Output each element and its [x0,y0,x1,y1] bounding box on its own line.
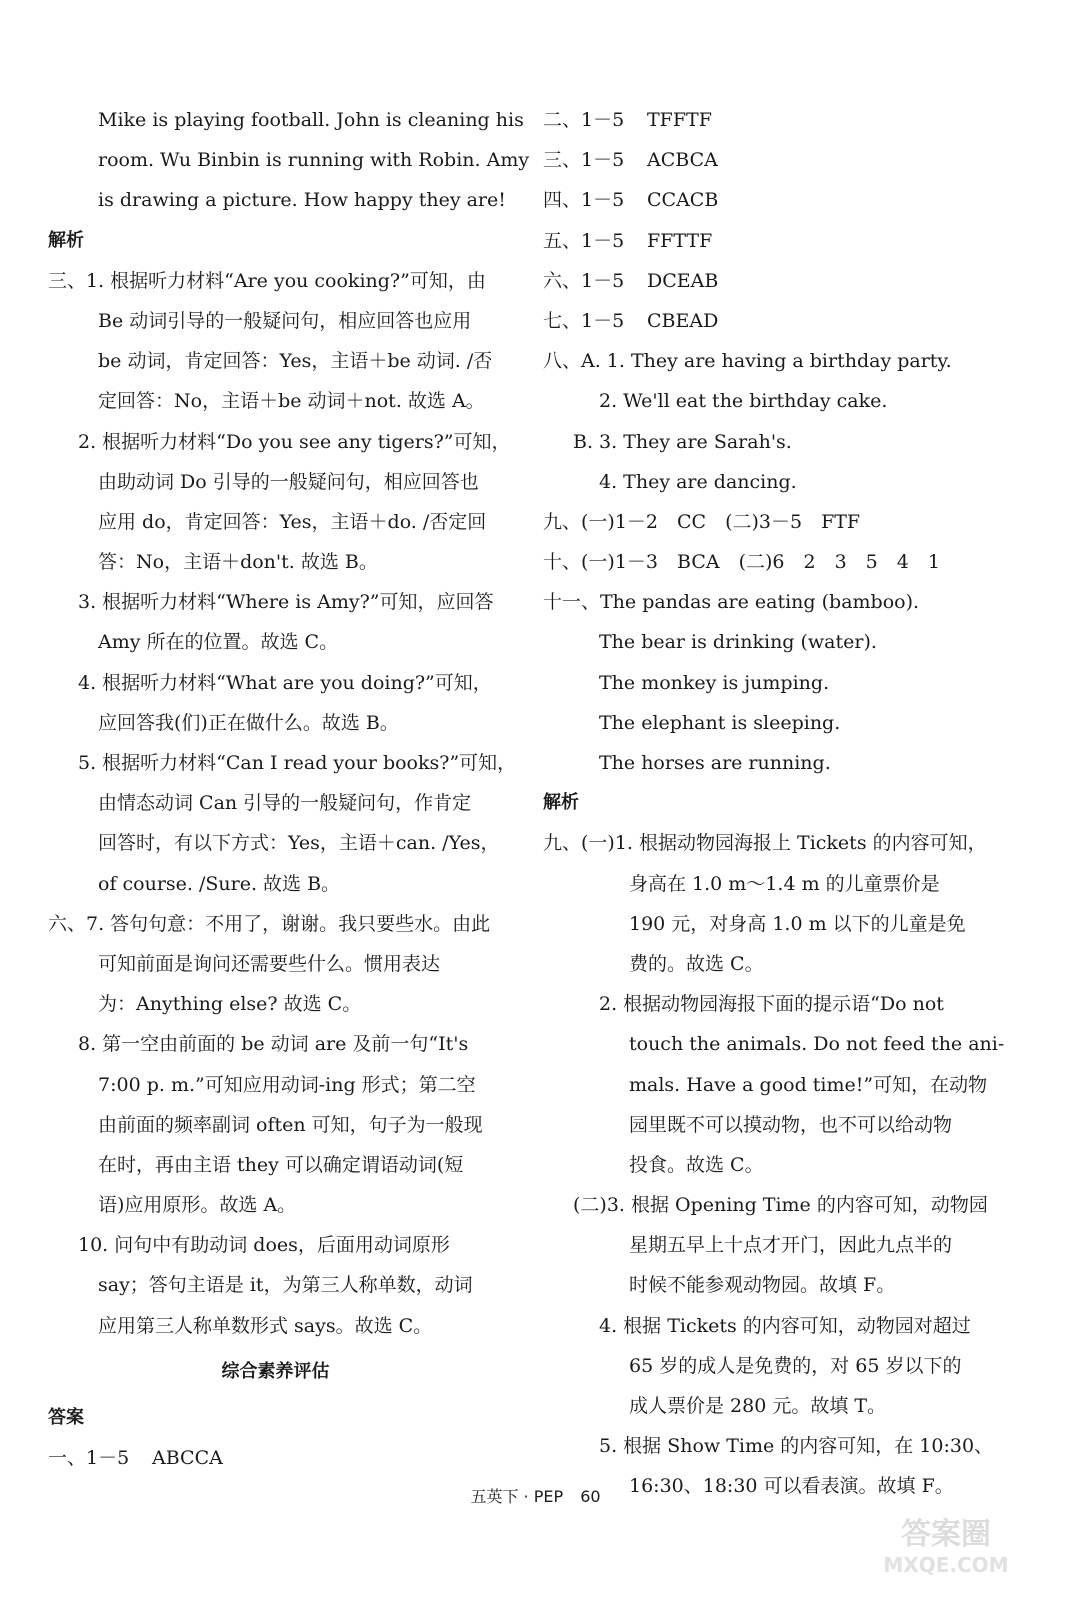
answer-row [543,140,1003,180]
analysis-line: 由助动词 Do 引导的一般疑问句，相应回答也 [98,470,479,493]
answer-key: 二、1－5 [543,109,625,131]
answer-key: 六、1－5 [543,269,625,292]
answer-detail-line: 2. We'll eat the birthday cake. [599,390,888,413]
analysis-line: 园里既不可以摸动物，也不可以给动物 [629,1113,953,1136]
book-label: 五英下 · PEP [470,1487,564,1506]
watermark-logo [861,1510,1031,1580]
svg-text:MXQE.COM: MXQE.COM [883,1553,1009,1577]
analysis-body-right [543,823,1003,1506]
analysis-line: 回答时，有以下方式：Yes，主语＋can. /Yes， [98,832,500,855]
intro-line: Mike is playing football. John is cleaning his [98,109,524,131]
analysis-line: 应用第三人称单数形式 says。故选 C。 [98,1314,433,1337]
answer-row [543,180,1003,220]
answer-details [543,341,1003,783]
analysis-line: 成人票价是 280 元。故填 T。 [629,1395,887,1417]
analysis-line: 8. 第一空由前面的 be 动词 are 及前一句“It's [78,1033,469,1056]
answer-detail-line: The horses are running. [599,752,831,774]
analysis-line: be 动词，肯定回答：Yes，主语＋be 动词. /否 [98,350,493,373]
analysis-line: 65 岁的成人是免费的，对 65 岁以下的 [629,1354,962,1377]
answer-key: 一、1－5 [48,1447,130,1469]
left-column [48,100,530,1478]
answer-detail-line: 十、(一)1－3 BCA (二)6 2 3 5 4 1 [543,551,940,574]
analysis-line: 在时，再由主语 they 可以确定谓语动词(短 [98,1153,464,1176]
analysis-line: 190 元，对身高 1.0 m 以下的儿童是免 [629,912,966,935]
analysis-line: 时候不能参观动物园。故填 F。 [629,1274,896,1297]
analysis-line: 答：No，主语＋don't. 故选 B。 [98,551,378,574]
answer-detail-line: The bear is drinking (water). [599,631,877,654]
analysis-line: 语)应用原形。故选 A。 [98,1194,297,1217]
analysis-line: 应回答我(们)正在做什么。故选 B。 [98,711,399,734]
analysis-line: 7:00 p. m.”可知应用动词-ing 形式；第二空 [98,1073,476,1096]
analysis-line: 星期五早上十点才开门，因此九点半的 [629,1234,953,1257]
answer-value: ACBCA [647,149,718,172]
answer-detail-line: 九、(一)1－2 CC (二)3－5 FTF [543,510,861,533]
analysis-line: of course. /Sure. 故选 B。 [98,872,341,895]
answer-row [543,221,1003,261]
answer-value: CBEAD [647,309,719,332]
answer-detail-line: The monkey is jumping. [599,671,830,694]
analysis-line: Be 动词引导的一般疑问句，相应回答也应用 [98,309,472,332]
svg-text:答案圈: 答案圈 [901,1517,991,1552]
answer-key: 五、1－5 [543,229,625,252]
analysis-line: 16:30、18:30 可以看表演。故填 F。 [629,1475,954,1498]
analysis-heading-right: 解析 [543,792,579,814]
analysis-line: 5. 根据 Show Time 的内容可知，在 10:30、 [599,1435,994,1458]
analysis-body [48,261,517,1346]
analysis-line: 投食。故选 C。 [629,1153,764,1176]
page-footer [0,1484,1071,1507]
answer-row [543,301,1003,341]
answer-key: 三、1－5 [543,149,625,172]
answer-detail-line: 八、A. 1. They are having a birthday party. [543,350,952,373]
answer-value: FFTTF [647,229,713,252]
analysis-line: mals. Have a good time!”可知，在动物 [629,1073,988,1096]
answer-value: TFFTF [647,109,712,131]
answer-key: 四、1－5 [543,189,625,212]
answer-detail-line: The elephant is sleeping. [599,711,841,734]
intro-line: is drawing a picture. How happy they are! [98,189,506,212]
analysis-line: (二)3. 根据 Opening Time 的内容可知，动物园 [573,1194,988,1217]
analysis-line: 可知前面是询问还需要些什么。惯用表达 [98,952,441,975]
intro-passage [48,100,530,221]
analysis-line: 应用 do，肯定回答：Yes，主语＋do. /否定回 [98,510,487,533]
answer-row [48,1438,503,1478]
intro-line: room. Wu Binbin is running with Robin. Amy [98,149,530,172]
section-title: 综合素养评估 [221,1360,330,1382]
analysis-line: 六、7. 答句句意：不用了，谢谢。我只要些水。由此 [48,912,491,935]
answer-detail-line: 4. They are dancing. [599,470,797,493]
analysis-line: 3. 根据听力材料“Where is Amy?”可知，应回答 [78,591,494,614]
analysis-heading: 解析 [48,229,84,251]
answers-heading: 答案 [48,1406,84,1428]
analysis-line: 费的。故选 C。 [629,952,764,975]
analysis-line: Amy 所在的位置。故选 C。 [98,631,339,654]
analysis-line: 4. 根据 Tickets 的内容可知，动物园对超过 [599,1314,971,1337]
analysis-line: 2. 根据听力材料“Do you see any tigers?”可知， [78,430,511,453]
analysis-line: 由前面的频率副词 often 可知，句子为一般现 [98,1113,483,1136]
answer-detail-line: B. 3. They are Sarah's. [573,430,792,453]
analysis-line: 4. 根据听力材料“What are you doing?”可知， [78,671,492,694]
analysis-line: 身高在 1.0 m～1.4 m 的儿童票价是 [629,872,940,895]
answer-value: CCACB [647,189,719,212]
analysis-line: 2. 根据动物园海报下面的提示语“Do not [599,993,944,1016]
answer-row [543,261,1003,301]
analysis-line: 九、(一)1. 根据动物园海报上 Tickets 的内容可知， [543,832,987,855]
answer-value: ABCCA [152,1447,223,1469]
answer-key: 七、1－5 [543,309,625,332]
analysis-line: 由情态动词 Can 引导的一般疑问句，作肯定 [98,792,472,815]
analysis-line: say；答句主语是 it，为第三人称单数，动词 [98,1274,473,1297]
analysis-line: 10. 问句中有助动词 does，后面用动词原形 [78,1234,450,1257]
analysis-line: 三、1. 根据听力材料“Are you cooking?”可知，由 [48,269,486,292]
analysis-line: touch the animals. Do not feed the ani- [629,1033,1005,1056]
page-number: 60 [580,1487,601,1506]
answer-list [543,100,1003,341]
analysis-line: 5. 根据听力材料“Can I read your books?”可知， [78,752,517,774]
answer-detail-line: 十一、The pandas are eating (bamboo). [543,591,920,614]
answer-row [543,100,1003,140]
answer-value: DCEAB [647,269,719,292]
right-column [543,100,1003,1507]
analysis-line: 为：Anything else? 故选 C。 [98,993,362,1016]
analysis-line: 定回答：No，主语＋be 动词＋not. 故选 A。 [98,390,485,413]
